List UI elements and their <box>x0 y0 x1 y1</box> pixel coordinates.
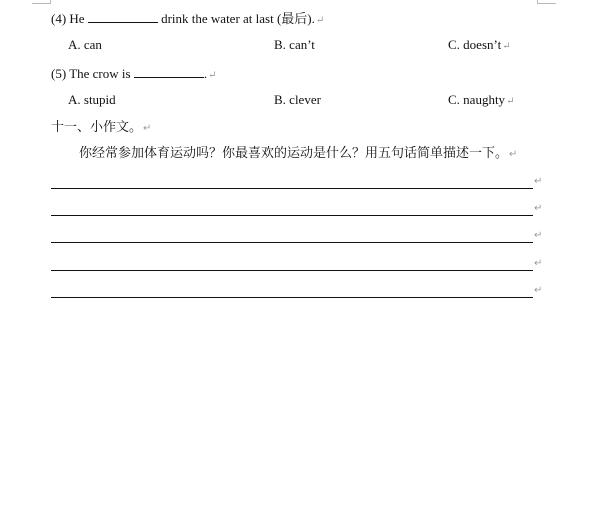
writing-prompt-text: 你经常参加体育运动吗？你最喜欢的运动是什么？用五句话简单描述一下。 <box>79 146 509 161</box>
question-4-stem <box>51 10 324 29</box>
question-text-before: The crow is <box>69 66 131 81</box>
option-label: C. doesn’t <box>448 37 502 52</box>
paragraph-mark-icon: ↵ <box>534 258 543 269</box>
answer-blank[interactable] <box>134 65 204 78</box>
question-number: (5) <box>51 66 67 81</box>
page-corner-mark-left <box>32 0 51 4</box>
option-label: C. naughty <box>448 92 506 107</box>
page-corner-mark-right <box>537 0 556 4</box>
paragraph-mark-icon: ↵ <box>534 176 543 187</box>
section-heading <box>51 120 151 137</box>
writing-line-4[interactable] <box>51 270 533 271</box>
question-4-option-a[interactable]: A. can <box>68 37 102 52</box>
question-text-after: . <box>203 66 208 81</box>
paragraph-mark-icon: ↵ <box>534 285 543 296</box>
question-5-option-b[interactable]: B. clever <box>274 92 321 107</box>
paragraph-mark-icon: ↵ <box>509 149 518 160</box>
writing-prompt <box>79 146 517 163</box>
question-4-option-c[interactable] <box>448 37 511 55</box>
question-5-stem <box>51 65 216 84</box>
writing-line-2[interactable] <box>51 215 533 216</box>
paragraph-mark-icon: ↵ <box>534 230 543 241</box>
question-5-option-c[interactable] <box>448 92 514 110</box>
paragraph-mark-icon: ↵ <box>143 123 152 134</box>
question-4-option-b[interactable]: B. can’t <box>274 37 315 52</box>
question-number: (4) <box>51 11 67 26</box>
paragraph-mark-icon: ↵ <box>506 96 515 107</box>
question-5-option-a[interactable]: A. stupid <box>68 92 116 107</box>
paragraph-mark-icon: ↵ <box>502 41 511 52</box>
paragraph-mark-icon: ↵ <box>534 203 543 214</box>
writing-line-3[interactable] <box>51 242 533 243</box>
question-text-before: He <box>69 11 85 26</box>
paragraph-mark-icon: ↵ <box>208 70 217 81</box>
answer-blank[interactable] <box>88 10 158 23</box>
question-text-after: drink the water at last (最后). <box>161 11 315 26</box>
writing-line-1[interactable] <box>51 188 533 189</box>
section-heading-text: 十一、小作文。 <box>51 120 143 135</box>
paragraph-mark-icon: ↵ <box>315 15 325 26</box>
writing-line-5[interactable] <box>51 297 533 298</box>
